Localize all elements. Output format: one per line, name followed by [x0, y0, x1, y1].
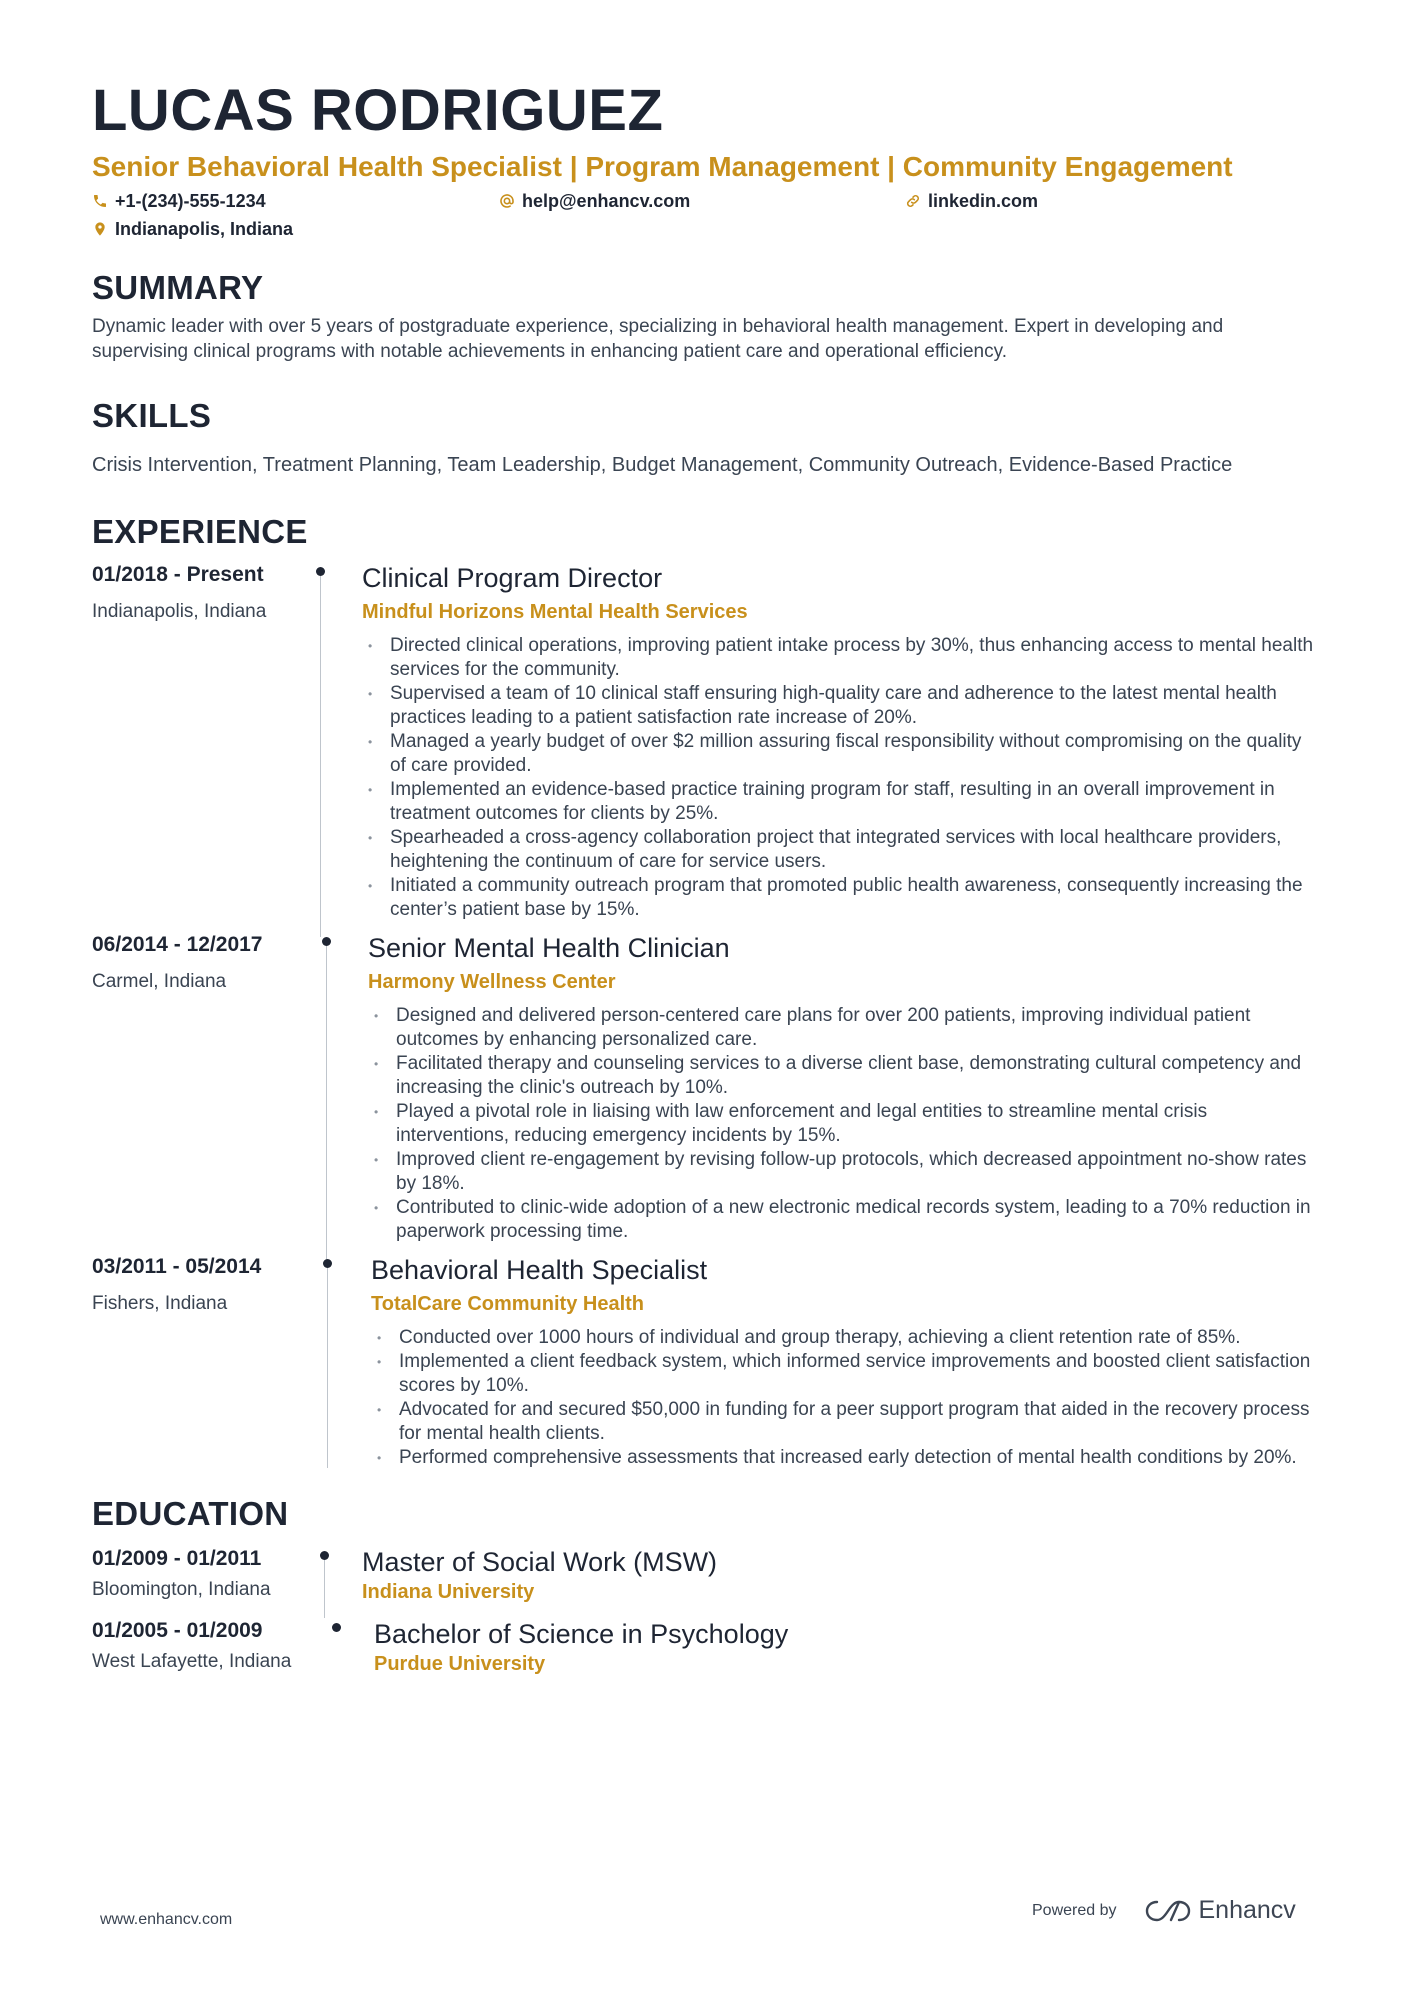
- timeline-rail: [320, 562, 362, 922]
- summary-text: Dynamic leader with over 5 years of postgraduate experience, specializing in behavioral health management. Expert in developing and supervising clinical programs with notable achievements in enhancing patient care and operational efficiency.: [92, 316, 1224, 362]
- education-dates: 01/2009 - 01/2011: [92, 1547, 262, 1570]
- job-bullet: • Facilitated therapy and counseling services to a diverse client base, demonstrating cultural competency and increasing the clinic's outreach by 10%.: [368, 1052, 1322, 1100]
- job-title: Clinical Program Director: [362, 563, 663, 593]
- job-bullets: [368, 1004, 1322, 1244]
- job-dates: 06/2014 - 12/2017: [92, 933, 263, 956]
- email-contact[interactable]: [499, 190, 905, 212]
- experience-entry: [92, 1254, 1322, 1470]
- job-bullet: • Spearheaded a cross-agency collaboration project that integrated services with local healthcare providers, heightening the continuum of care for service users.: [362, 826, 1322, 874]
- contact-info: [92, 190, 1322, 240]
- summary-heading: SUMMARY: [92, 269, 264, 306]
- email-text[interactable]: help@enhancv.com: [522, 190, 691, 211]
- timeline-dot: [332, 1623, 341, 1632]
- job-bullet: • Improved client re-engagement by revising follow-up protocols, which decreased appointment no-show rates by 18%.: [368, 1148, 1322, 1196]
- company-name: TotalCare Community Health: [371, 1293, 644, 1315]
- headline: Senior Behavioral Health Specialist | Program Management | Community Engagement: [92, 151, 1233, 182]
- timeline-line: [324, 1560, 325, 1618]
- brand-name: Enhancv: [1198, 1896, 1296, 1924]
- education-dates: 01/2005 - 01/2009: [92, 1619, 263, 1642]
- education-entry: [92, 1546, 1322, 1604]
- resume-page: [92, 78, 1322, 1676]
- timeline-line: [320, 576, 321, 937]
- skills-heading: SKILLS: [92, 397, 212, 434]
- powered-by-label: Powered by: [1032, 1901, 1117, 1919]
- timeline-dot: [316, 567, 325, 576]
- footer-website[interactable]: www.enhancv.com: [100, 1911, 233, 1928]
- job-bullet: • Conducted over 1000 hours of individual and group therapy, achieving a client retention rate of 85%.: [371, 1326, 1322, 1350]
- degree-title: Master of Social Work (MSW): [362, 1547, 718, 1577]
- timeline-rail: [320, 1618, 374, 1676]
- job-bullet: • Directed clinical operations, improving patient intake process by 30%, thus enhancing access to mental health services for the community.: [362, 634, 1322, 682]
- experience-heading: EXPERIENCE: [92, 513, 308, 550]
- enhancv-logo-icon: [1145, 1898, 1191, 1924]
- company-name: Mindful Horizons Mental Health Services: [362, 601, 748, 623]
- education-location: West Lafayette, Indiana: [92, 1651, 292, 1672]
- footer-branding: [1032, 1896, 1296, 1925]
- job-bullet: • Designed and delivered person-centered care plans for over 200 patients, improving individual patient outcomes by enhancing personalized care.: [368, 1004, 1322, 1052]
- linkedin-contact[interactable]: [905, 190, 1205, 212]
- location-contact: [92, 218, 499, 240]
- education-location: Bloomington, Indiana: [92, 1579, 271, 1600]
- job-dates: 03/2011 - 05/2014: [92, 1255, 262, 1278]
- job-bullet: • Implemented an evidence-based practice training program for staff, resulting in an overall improvement in treatment outcomes for clients by 25%.: [362, 778, 1322, 826]
- job-title: Behavioral Health Specialist: [371, 1255, 708, 1285]
- job-bullets: [371, 1326, 1322, 1470]
- education-entry: [92, 1618, 1322, 1676]
- job-bullet: • Implemented a client feedback system, which informed service improvements and boosted client satisfaction scores by 10%.: [371, 1350, 1322, 1398]
- education-heading: EDUCATION: [92, 1495, 289, 1532]
- linkedin-text[interactable]: linkedin.com: [928, 190, 1039, 211]
- job-location: Carmel, Indiana: [92, 971, 227, 992]
- phone-icon: [92, 193, 108, 209]
- timeline-dot: [322, 937, 331, 946]
- job-bullet: • Played a pivotal role in liaising with law enforcement and legal entities to streamline mental crisis interventions, reducing emergency incidents by 15%.: [368, 1100, 1322, 1148]
- link-icon: [905, 193, 921, 209]
- experience-entry: [92, 932, 1322, 1244]
- phone-text: +1-(234)-555-1234: [115, 190, 266, 211]
- at-icon: [499, 193, 515, 209]
- timeline-line: [326, 946, 327, 1260]
- location-text: Indianapolis, Indiana: [115, 218, 294, 239]
- skills-text: Crisis Intervention, Treatment Planning, Team Leadership, Budget Management, Community Outreach, Evidence-Based Practice: [92, 454, 1233, 476]
- job-bullet: • Contributed to clinic-wide adoption of a new electronic medical records system, leading to a 70% reduction in paperwork processing time.: [368, 1196, 1322, 1244]
- school-name: Indiana University: [362, 1581, 535, 1603]
- timeline-dot: [320, 1551, 329, 1560]
- job-bullet: • Supervised a team of 10 clinical staff ensuring high-quality care and adherence to the latest mental health practices leading to a patient satisfaction rate increase of 20%.: [362, 682, 1322, 730]
- company-name: Harmony Wellness Center: [368, 971, 616, 993]
- degree-title: Bachelor of Science in Psychology: [374, 1619, 789, 1649]
- job-bullet: • Performed comprehensive assessments that increased early detection of mental health conditions by 20%.: [371, 1446, 1322, 1470]
- job-bullet: • Advocated for and secured $50,000 in funding for a peer support program that aided in the recovery process for mental health clients.: [371, 1398, 1322, 1446]
- location-pin-icon: [92, 221, 108, 237]
- job-bullet: • Managed a yearly budget of over $2 million assuring fiscal responsibility without compromising on the quality of care provided.: [362, 730, 1322, 778]
- job-location: Fishers, Indiana: [92, 1293, 228, 1314]
- phone-contact: [92, 190, 499, 212]
- timeline-dot: [323, 1259, 332, 1268]
- job-bullets: [362, 634, 1322, 922]
- job-location: Indianapolis, Indiana: [92, 601, 267, 622]
- timeline-rail: [320, 932, 368, 1244]
- job-bullet: • Initiated a community outreach program that promoted public health awareness, consequently increasing the center’s patient base by 15%.: [362, 874, 1322, 922]
- job-title: Senior Mental Health Clinician: [368, 933, 730, 963]
- experience-entry: [92, 562, 1322, 922]
- timeline-rail: [320, 1254, 371, 1470]
- candidate-name: LUCAS RODRIGUEZ: [92, 78, 664, 143]
- timeline-rail: [320, 1546, 362, 1604]
- enhancv-logo[interactable]: [1145, 1896, 1296, 1925]
- job-dates: 01/2018 - Present: [92, 563, 264, 586]
- timeline-line: [327, 1268, 328, 1468]
- school-name: Purdue University: [374, 1653, 546, 1675]
